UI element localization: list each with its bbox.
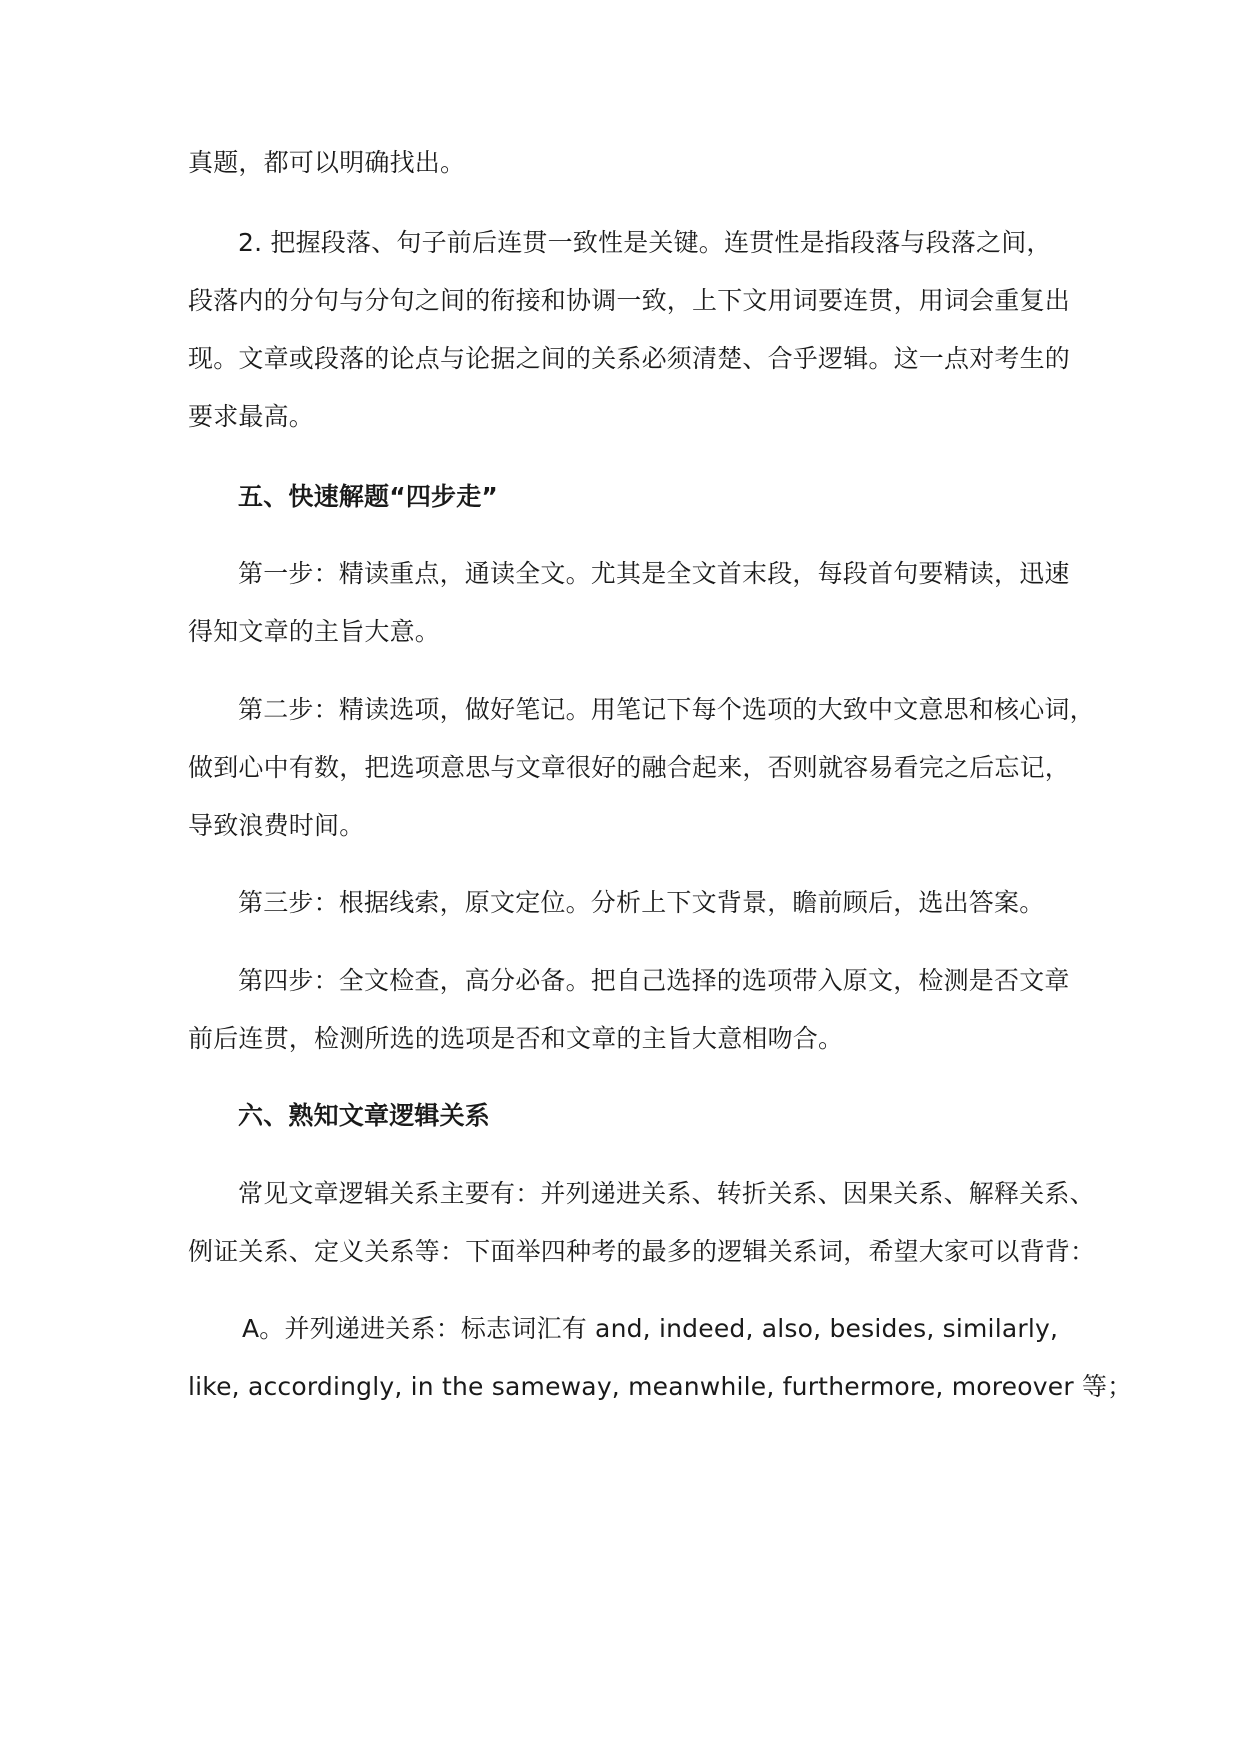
section-heading: 五、快速解题“四步走” — [238, 482, 499, 511]
paragraph-line: A。并列递进关系：标志词汇有 and, indeed, also, besides, similarly, — [242, 1314, 1059, 1343]
paragraph-line: 做到心中有数，把选项意思与文章很好的融合起来，否则就容易看完之后忘记， — [188, 753, 1071, 782]
paragraph-line: 第二步：精读选项，做好笔记。用笔记下每个选项的大致中文意思和核心词， — [238, 695, 1095, 724]
paragraph-line: 得知文章的主旨大意。 — [188, 617, 441, 646]
paragraph-line: 2. 把握段落、句子前后连贯一致性是关键。连贯性是指段落与段落之间， — [238, 228, 1052, 257]
paragraph-line: 段落内的分句与分句之间的衔接和协调一致，上下文用词要连贯，用词会重复出 — [188, 286, 1071, 315]
paragraph-line: 导致浪费时间。 — [188, 811, 365, 840]
paragraph-line: 第三步：根据线索，原文定位。分析上下文背景，瞻前顾后，选出答案。 — [238, 888, 1045, 917]
paragraph-line: like, accordingly, in the sameway, meanwhile, furthermore, moreover 等； — [188, 1372, 1133, 1401]
paragraph-line: 要求最高。 — [188, 402, 315, 431]
paragraph-line: 例证关系、定义关系等：下面举四种考的最多的逻辑关系词，希望大家可以背背： — [188, 1237, 1096, 1266]
paragraph-line: 现。文章或段落的论点与论据之间的关系必须清楚、合乎逻辑。这一点对考生的 — [188, 344, 1071, 373]
paragraph-line: 前后连贯，检测所选的选项是否和文章的主旨大意相吻合。 — [188, 1024, 844, 1053]
paragraph-line: 常见文章逻辑关系主要有：并列递进关系、转折关系、因果关系、解释关系、 — [238, 1179, 1095, 1208]
paragraph-line: 真题，都可以明确找出。 — [188, 148, 466, 177]
paragraph-line: 第四步：全文检查，高分必备。把自己选择的选项带入原文，检测是否文章 — [238, 966, 1070, 995]
section-heading: 六、熟知文章逻辑关系 — [238, 1101, 491, 1130]
paragraph-line: 第一步：精读重点，通读全文。尤其是全文首末段，每段首句要精读，迅速 — [238, 559, 1070, 588]
